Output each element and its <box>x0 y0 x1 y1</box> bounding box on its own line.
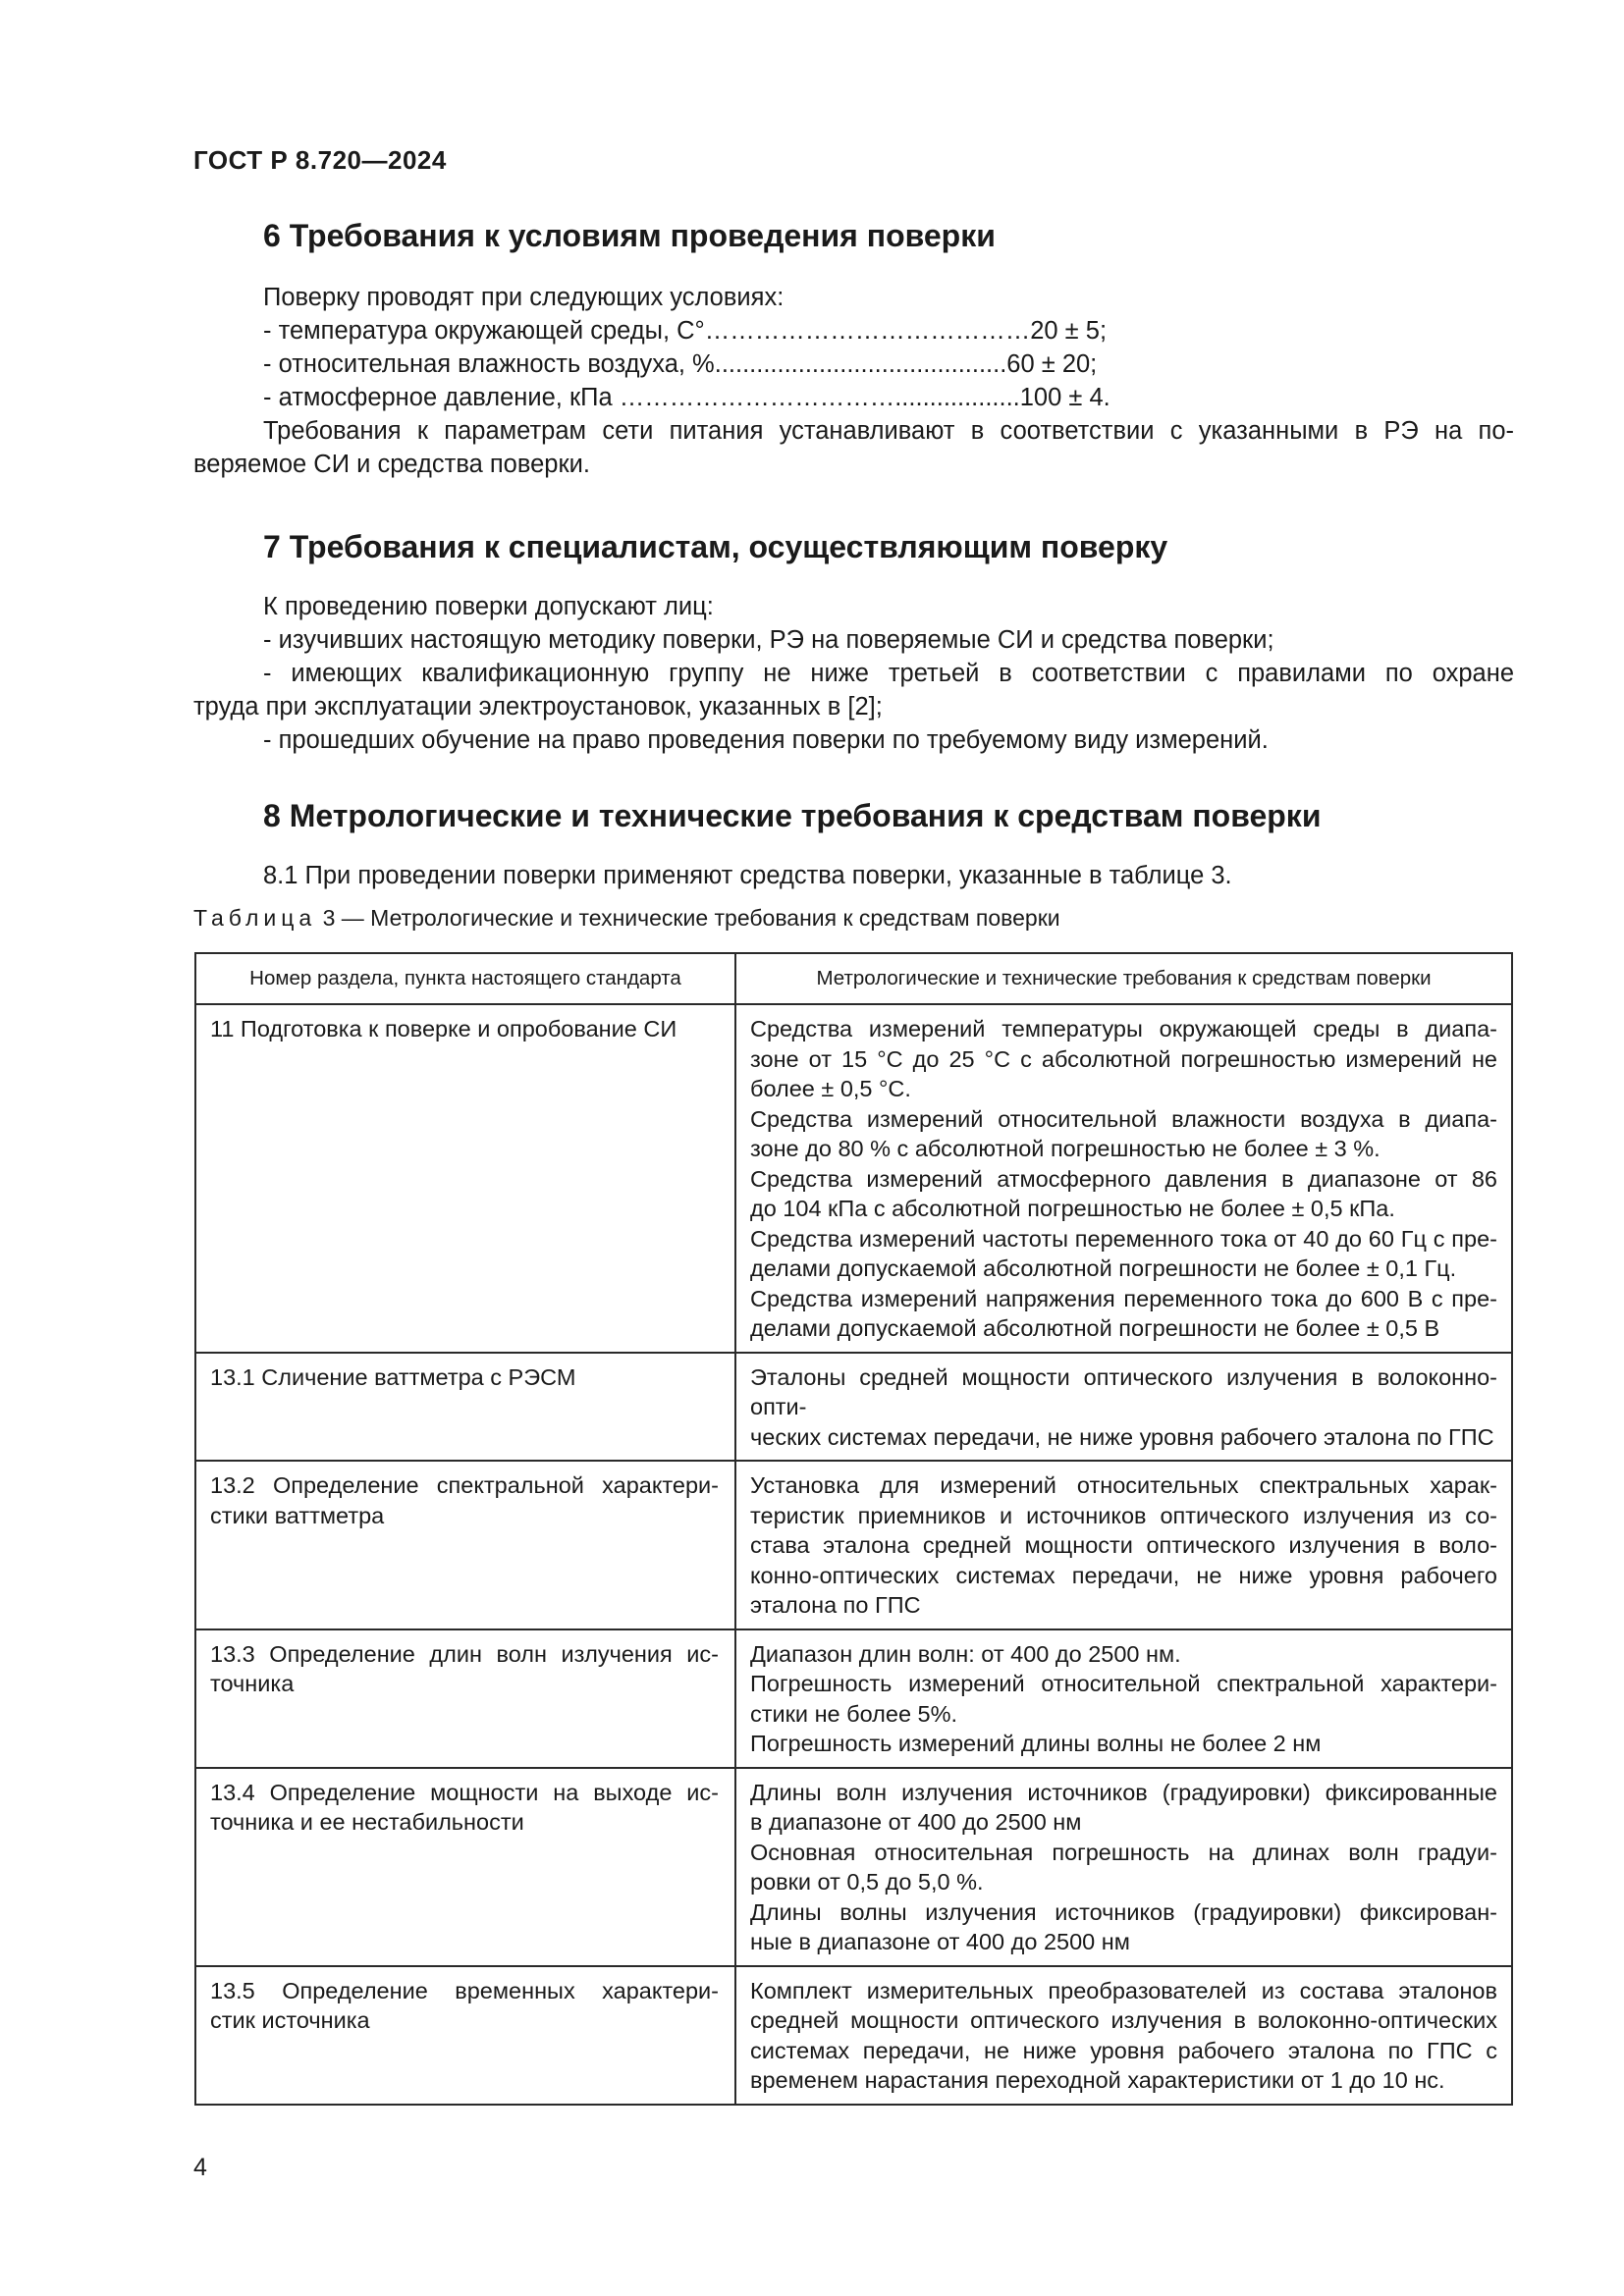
document-number: ГОСТ Р 8.720—2024 <box>193 145 447 175</box>
cell-line: Средства измерений частоты переменного тока от 40 до 60 Гц с пре- <box>750 1225 1497 1252</box>
cell-line: стики ваттметра <box>210 1502 385 1528</box>
cell-line: конно-оптических системах передачи, не ниже уровня рабочего <box>750 1562 1497 1588</box>
cell-line: Установка для измерений относительных спектральных харак- <box>750 1472 1497 1498</box>
cell-line: 11 Подготовка к поверке и опробование СИ <box>210 1016 677 1041</box>
section-cell <box>195 1461 735 1629</box>
page-number: 4 <box>193 2154 207 2181</box>
column-header-requirements: Метрологические и технические требования к средствам поверки <box>735 953 1512 1004</box>
requirements-table <box>194 952 1513 2106</box>
cell-line: Комплект измерительных преобразователей из состава эталонов <box>750 1977 1497 2003</box>
text-line: - изучивших настоящую методику поверки, РЭ на поверяемые СИ и средства поверки; <box>263 626 1274 654</box>
text-line: - относительная влажность воздуха, %..........................................60 ± 20; <box>263 350 1098 378</box>
table-row <box>195 1353 1512 1462</box>
section-7-title: 7 Требования к специалистам, осуществляющим поверку <box>263 529 1168 564</box>
cell-line: до 104 кПа с абсолютной погрешностью не более ± 0,5 кПа. <box>750 1196 1395 1221</box>
requirements-cell <box>735 1966 1512 2105</box>
text-line: - прошедших обучение на право проведения поверки по требуемому виду измерений. <box>263 726 1269 754</box>
text-line: Требования к параметрам сети питания устанавливают в соответствии с указанными в РЭ на по- <box>263 417 1514 445</box>
cell-line: Средства измерений температуры окружающей среды в диапа- <box>750 1016 1497 1041</box>
cell-line: теристик приемников и источников оптического излучения из со- <box>750 1502 1497 1528</box>
cell-line: средней мощности оптического излучения в волоконно-оптических <box>750 2007 1497 2033</box>
requirements-cell <box>735 1353 1512 1462</box>
table-header-row <box>195 953 1512 1004</box>
cell-line: Диапазон длин волн: от 400 до 2500 нм. <box>750 1640 1181 1667</box>
section-8-body <box>193 859 1514 892</box>
table-row <box>195 1629 1512 1768</box>
cell-line: 13.1 Сличение ваттметра с РЭСМ <box>210 1363 576 1390</box>
section-6-title: 6 Требования к условиям проведения поверки <box>263 218 996 253</box>
cell-line: Основная относительная погрешность на длинах волн градуи- <box>750 1839 1497 1865</box>
cell-line: зоне до 80 % с абсолютной погрешностью не более ± 3 %. <box>750 1136 1380 1161</box>
table-caption <box>193 905 1060 932</box>
cell-line: зоне от 15 °С до 25 °С с абсолютной погрешностью измерений не <box>750 1045 1497 1072</box>
cell-line: Средства измерений напряжения переменного тока до 600 В с пре- <box>750 1285 1497 1311</box>
cell-line: точника <box>210 1671 295 1696</box>
text-line: - атмосферное давление, кПа ……………………………..................100 ± 4. <box>263 384 1110 411</box>
section-cell <box>195 1966 735 2105</box>
cell-line: 13.5 Определение временных характери- <box>210 1977 719 2003</box>
cell-line: более ± 0,5 °С. <box>750 1076 911 1101</box>
text-line: - имеющих квалификационную группу не ниже третьей в соответствии с правилами по охране <box>263 660 1514 687</box>
text-line: веряемое СИ и средства поверки. <box>193 451 590 478</box>
cell-line: стик источника <box>210 2007 370 2033</box>
cell-line: Средства измерений относительной влажности воздуха в диапа- <box>750 1105 1497 1132</box>
cell-line: Эталоны средней мощности оптического излучения в волоконно-опти- <box>750 1363 1497 1419</box>
column-header-section: Номер раздела, пункта настоящего стандарта <box>195 953 735 1004</box>
text-line: К проведению поверки допускают лиц: <box>263 593 714 620</box>
requirements-cell <box>735 1768 1512 1966</box>
cell-line: ные в диапазоне от 400 до 2500 нм <box>750 1929 1130 1954</box>
section-cell <box>195 1629 735 1768</box>
cell-line: ческих системах передачи, не ниже уровня рабочего эталона по ГПС <box>750 1423 1494 1450</box>
cell-line: эталона по ГПС <box>750 1592 921 1618</box>
section-8-title: 8 Метрологические и технические требования к средствам поверки <box>263 798 1322 833</box>
section-cell <box>195 1004 735 1353</box>
cell-line: става эталона средней мощности оптического излучения в воло- <box>750 1532 1497 1558</box>
cell-line: ровки от 0,5 до 5,0 %. <box>750 1869 984 1895</box>
section-cell <box>195 1768 735 1966</box>
table-caption-text: 3 — Метрологические и технические требования к средствам поверки <box>316 905 1060 931</box>
table-row <box>195 1768 1512 1966</box>
text-line: 8.1 При проведении поверки применяют средства поверки, указанные в таблице 3. <box>263 862 1232 889</box>
table-row <box>195 1461 1512 1629</box>
table-row <box>195 1004 1512 1353</box>
cell-line: временем нарастания переходной характеристики от 1 до 10 нс. <box>750 2067 1445 2093</box>
section-6-body <box>193 281 1514 481</box>
text-line: Поверку проводят при следующих условиях: <box>263 284 785 311</box>
cell-line: стики не более 5%. <box>750 1700 958 1727</box>
text-line: - температура окружающей среды, С°…………………………………20 ± 5; <box>263 317 1108 345</box>
cell-line: делами допускаемой абсолютной погрешности не более ± 0,5 В <box>750 1315 1440 1341</box>
text-line: труда при эксплуатации электроустановок, указанных в [2]; <box>193 693 883 721</box>
cell-line: Погрешность измерений длины волны не более 2 нм <box>750 1731 1322 1756</box>
cell-line: точника и ее нестабильности <box>210 1809 524 1835</box>
cell-line: системах передачи, не ниже уровня рабочего эталона по ГПС с <box>750 2037 1497 2063</box>
section-cell <box>195 1353 735 1462</box>
requirements-cell <box>735 1629 1512 1768</box>
cell-line: 13.4 Определение мощности на выходе ис- <box>210 1779 719 1805</box>
cell-line: Длины волн излучения источников (градуировки) фиксированные <box>750 1779 1497 1805</box>
table-caption-label: Таблица <box>193 905 317 931</box>
cell-line: делами допускаемой абсолютной погрешности не более ± 0,1 Гц. <box>750 1255 1457 1281</box>
cell-line: 13.2 Определение спектральной характери- <box>210 1472 719 1498</box>
requirements-cell <box>735 1461 1512 1629</box>
section-7-body <box>193 590 1514 757</box>
cell-line: Длины волны излучения источников (градуировки) фиксирован- <box>750 1898 1497 1925</box>
requirements-cell <box>735 1004 1512 1353</box>
cell-line: 13.3 Определение длин волн излучения ис- <box>210 1640 719 1667</box>
cell-line: в диапазоне от 400 до 2500 нм <box>750 1809 1082 1835</box>
table-row <box>195 1966 1512 2105</box>
cell-line: Средства измерений атмосферного давления в диапазоне от 86 <box>750 1165 1497 1192</box>
cell-line: Погрешность измерений относительной спектральной характери- <box>750 1671 1497 1696</box>
